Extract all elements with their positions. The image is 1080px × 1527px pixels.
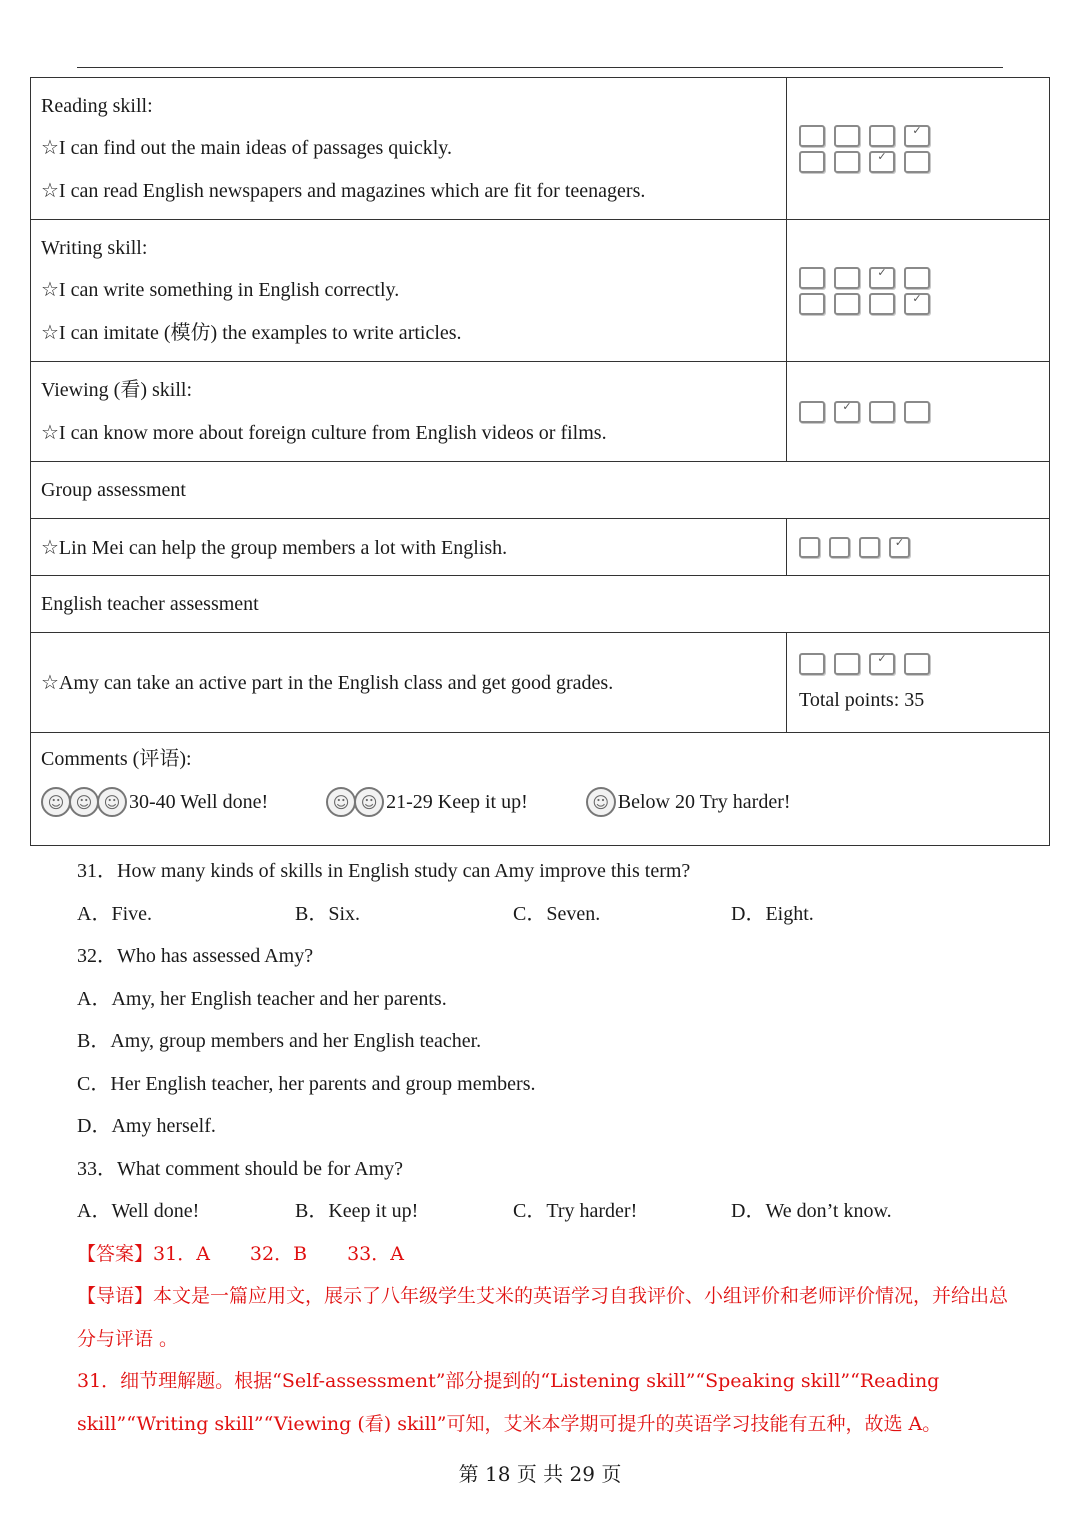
checked-box-icon: [834, 401, 860, 423]
comment-entry-keep-it-up: [326, 787, 528, 817]
row-group-header: [31, 462, 1050, 519]
teacher-assessment-heading: English teacher assessment: [31, 576, 1050, 633]
answer-33: 33．A: [347, 1242, 404, 1265]
checked-box-icon: [904, 293, 930, 315]
empty-box-icon: [834, 267, 860, 289]
empty-box-icon: [834, 125, 860, 147]
smiley-icons: [586, 787, 614, 817]
checked-box-icon: [869, 151, 895, 173]
comment-text: 30-40 Well done!: [129, 790, 269, 813]
empty-box-icon: [869, 401, 895, 423]
option: D．Amy herself.: [77, 1115, 216, 1137]
option: B．Amy, group members and her English teacher.: [77, 1030, 482, 1052]
header-rule: [77, 67, 1003, 68]
empty-box-icon: [869, 125, 895, 147]
reading-rating: [787, 78, 1050, 220]
empty-box-icon: [799, 537, 820, 558]
rating-boxes: [799, 125, 1039, 147]
row-teacher-header: [31, 576, 1050, 633]
empty-box-icon: [904, 401, 930, 423]
empty-box-icon: [799, 401, 825, 423]
empty-box-icon: [834, 293, 860, 315]
row-comments: [31, 733, 1050, 846]
question-32-stem: 32．Who has assessed Amy?: [77, 945, 314, 967]
smiley-face-icon: ☺: [97, 787, 127, 817]
empty-box-icon: [869, 293, 895, 315]
option: C．Try harder!: [513, 1200, 638, 1222]
smiley-face-icon: ☺: [326, 787, 356, 817]
question-31-stem: 31．How many kinds of skills in English study can Amy improve this term?: [77, 860, 691, 882]
row-viewing-skill: [31, 362, 1050, 462]
answer-31: 31．A: [153, 1242, 210, 1265]
row-group-assessment: [31, 519, 1050, 576]
group-rating: [787, 519, 1050, 576]
smiley-face-icon: ☺: [354, 787, 384, 817]
option: D．We don’t know.: [731, 1200, 892, 1222]
empty-box-icon: [859, 537, 880, 558]
comment-entry-well-done: [41, 787, 268, 817]
empty-box-icon: [799, 125, 825, 147]
option: B．Six.: [295, 902, 361, 925]
option: C．Her English teacher, her parents and group members.: [77, 1072, 536, 1095]
reading-item-2: ☆I can read English newspapers and magazines which are fit for teenagers.: [41, 179, 646, 202]
answer-line: [77, 1233, 1017, 1276]
comments-cell: [31, 733, 1050, 846]
option: A．Amy, her English teacher and her parents.: [77, 987, 447, 1010]
answer-32: 32．B: [249, 1242, 308, 1265]
reading-cell: [31, 78, 787, 220]
option: D．Eight.: [731, 902, 814, 925]
empty-box-icon: [799, 653, 825, 675]
assessment-table: [30, 77, 1050, 846]
checked-box-icon: [869, 653, 895, 675]
row-writing-skill: [31, 220, 1050, 362]
writing-title: Writing skill:: [41, 236, 148, 259]
option: C．Seven.: [513, 902, 601, 925]
teacher-rating: [787, 633, 1050, 733]
smiley-face-icon: ☺: [586, 787, 616, 817]
question-33-stem: 33．What comment should be for Amy?: [77, 1157, 404, 1180]
checked-box-icon: [904, 125, 930, 147]
viewing-cell: [31, 362, 787, 462]
smiley-face-icon: ☺: [41, 787, 71, 817]
checked-box-icon: [889, 537, 910, 558]
writing-item-1: ☆I can write something in English correctly.: [41, 279, 400, 302]
viewing-item-1: ☆I can know more about foreign culture from English videos or films.: [41, 421, 607, 444]
total-points: Total points: 35: [799, 689, 925, 711]
empty-box-icon: [799, 293, 825, 315]
comment-text: 21-29 Keep it up!: [386, 790, 528, 813]
smiley-icons: [41, 787, 125, 817]
empty-box-icon: [904, 151, 930, 173]
rating-boxes: [799, 267, 1039, 289]
rating-boxes: [799, 151, 1039, 173]
answer-label: 【答案】: [77, 1242, 154, 1265]
comments-legend: [41, 787, 1039, 817]
question-33-options: [77, 1190, 1017, 1233]
row-reading-skill: [31, 78, 1050, 220]
empty-box-icon: [834, 151, 860, 173]
rating-boxes: [799, 537, 1039, 558]
empty-box-icon: [799, 267, 825, 289]
option: A．Five.: [77, 902, 152, 925]
empty-box-icon: [829, 537, 850, 558]
group-item: ☆Lin Mei can help the group members a lot with English.: [31, 519, 787, 576]
writing-item-2: ☆I can imitate (模仿) the examples to write articles.: [41, 321, 462, 344]
option: B．Keep it up!: [295, 1200, 419, 1222]
comments-title: Comments (评语):: [41, 748, 192, 770]
guide-paragraph: 【导语】本文是一篇应用文，展示了八年级学生艾米的英语学习自我评价、小组评价和老师评价情况，并给出总分与评语 。: [77, 1285, 1009, 1350]
group-assessment-heading: Group assessment: [31, 462, 1050, 519]
viewing-rating: [787, 362, 1050, 462]
empty-box-icon: [904, 267, 930, 289]
teacher-item: ☆Amy can take an active part in the English class and get good grades.: [31, 633, 787, 733]
empty-box-icon: [904, 653, 930, 675]
writing-rating: [787, 220, 1050, 362]
checked-box-icon: [869, 267, 895, 289]
rating-boxes: [799, 293, 1039, 315]
empty-box-icon: [799, 151, 825, 173]
smiley-icons: [326, 787, 382, 817]
row-teacher-assessment: [31, 633, 1050, 733]
questions-section: [77, 850, 1017, 1445]
empty-box-icon: [834, 653, 860, 675]
writing-cell: [31, 220, 787, 362]
page-footer: 第 18 页 共 29 页: [458, 1462, 622, 1486]
option: A．Well done!: [77, 1200, 200, 1222]
reading-title: Reading skill:: [41, 94, 153, 117]
rating-boxes: [799, 401, 1039, 423]
viewing-title: Viewing (看) skill:: [41, 379, 193, 401]
question-31-options: [77, 893, 1017, 936]
rating-boxes: [799, 653, 1039, 675]
comment-entry-try-harder: [586, 787, 791, 817]
comment-text: Below 20 Try harder!: [617, 790, 791, 813]
explanation-31: 31．细节理解题。根据“Self-assessment”部分提到的“Listening skill”“Speaking skill”“Reading skill”“Writing skill”“Viewing (看) skill”可知，艾米本学期可提升的英语学习技能有五种，故选 A。: [77, 1370, 942, 1435]
smiley-face-icon: ☺: [69, 787, 99, 817]
reading-item-1: ☆I can find out the main ideas of passages quickly.: [41, 137, 452, 160]
